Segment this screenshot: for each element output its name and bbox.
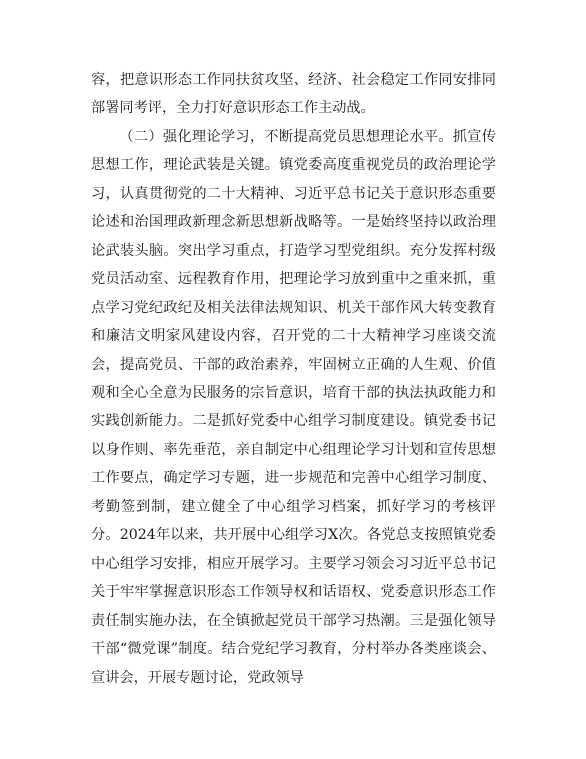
paragraph-theory-study: （二）强化理论学习，不断提高党员思想理论水平。抓宣传思想工作，理论武装是关键。镇党委高度重视党员的政治理论学习，认真贯彻党的二十大精神、习近平总书记关于意识形态重要论述和治国理政新理念新思想新战略等。一是始终坚持以政治理论武装头脑。突出学习重点，打造学习型党组织。充分发挥村级党员活动室、远程教育作用，把理论学习放到重中之重来抓，重点学习党纪政纪及相关法律法规知识、机关干部作风大转变教育和廉洁文明家风建设内容，召开党的二十大精神学习座谈交流会，提高党员、干部的政治素养，牢固树立正确的人生观、价值观和全心全意为民服务的宗旨意识，培育干部的执法执政能力和实践创新能力。二是抓好党委中心组学习制度建设。镇党委书记以身作则、率先垂范，亲自制定中心组理论学习计划和宣传思想工作要点，确定学习专题，进一步规范和完善中心组学习制度、考勤签到制，建立健全了中心组学习档案，抓好学习的考核评分。2024年以来，共开展中心组学习X次。各党总支按照镇党委中心组学习安排，相应开展学习。主要学习领会习习近平总书记关于牢牢掌握意识形态工作领导权和话语权、党委意识形态工作责任制实施办法，在全镇掀起党员干部学习热潮。三是强化领导干部“微党课”制度。结合党纪学习教育，分村举办各类座谈会、宣讲会，开展专题讨论，党政领导 [91, 128, 496, 686]
paragraph-continuation: 容，把意识形态工作同扶贫攻坚、经济、社会稳定工作同安排同部署同考评，全力打好意识形态工作主动战。 [91, 72, 496, 117]
document-body [91, 66, 496, 692]
